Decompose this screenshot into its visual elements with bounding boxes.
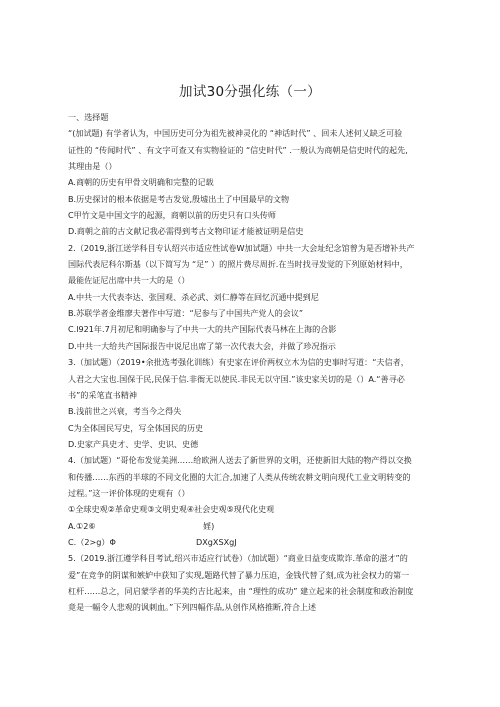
question-2-option-a: A.中共一大代表李达、张国观、杀必武、刘仁静等在回忆沉通中提到尼 bbox=[68, 291, 319, 302]
question-1-option-a: A.商朝的历史有甲骨文明确和完整的记载 bbox=[68, 177, 214, 188]
question-4 bbox=[68, 452, 440, 550]
question-4-option-row-1 bbox=[68, 518, 440, 534]
question-3-stem-line-2: 人君之大宝也.国保于民,民保于信.非衙无以使民.非民无以守国.”该史家关切的是（）A.“善寻必 bbox=[68, 373, 405, 384]
question-5-stem-line-1: 5.（2019.浙江遵学科目考试,绍兴市适应行试卷）（加试题）“商业日益变成欺诈.革命的滋才”的 bbox=[68, 553, 408, 564]
question-1 bbox=[68, 125, 440, 239]
question-3-option-b: B.浅前世之兴衰，考当今之得失 bbox=[68, 406, 182, 417]
question-4-option-c: C.（2>g）Φ bbox=[68, 536, 116, 547]
question-2-option-d: D.中共一大给共产国际报告中说尼出席了第一次代表大会，并做了珍况指示 bbox=[68, 340, 336, 351]
question-3 bbox=[68, 354, 440, 452]
question-4-stem-line-2: 和传播……东西的半球的不同文化圈的大汇合,加速了人类从传统农耕文明向现代工业文明转变的 bbox=[68, 471, 411, 482]
question-1-option-c: C甲竹文是中国文字的起源，商朝以前的历史只有口头传师 bbox=[68, 210, 276, 221]
document-body bbox=[68, 109, 440, 616]
question-5-stem-line-3: 杠杆……总之，同启蒙学者的华美约吉比起来，由 “理性的成功” 建立起来的社会制度和政治制度 bbox=[68, 585, 414, 596]
question-3-option-d: D.史家产具史才、史学、史识、史德 bbox=[68, 438, 199, 449]
question-2 bbox=[68, 240, 440, 354]
question-4-choices-list: ①全球史观②革命史观③文明史观④社会史观⑤现代化史观 bbox=[68, 504, 275, 515]
question-4-option-b: 婬) bbox=[203, 520, 215, 531]
question-5 bbox=[68, 550, 440, 615]
question-1-stem-line-1: “(加试题) 有学者认为，中国历史可分为祖先被神灵化的 “神话时代” 、回未人述何乂缺乏可验 bbox=[68, 128, 403, 139]
question-5-stem-line-4: 竟是一幅令人悲观的讽刺血。”下列四幅作品,从创作风格推断,符合上述 bbox=[68, 602, 317, 613]
question-2-stem-line-1: 2.（2019,浙江送学科目专认绍兴市适应性试卷W加试题）中共一大会址纪念馆曾为是否增补共产 bbox=[68, 242, 415, 253]
question-3-stem-line-1: 3.（加试题）（2019•余批选考强化训练）有史家在评价两权立木为信的史事时写道：“夫信者， bbox=[68, 357, 409, 368]
question-4-option-row-2 bbox=[68, 534, 440, 550]
question-3-stem-line-3: 书”的采笔直书精神 bbox=[68, 389, 137, 400]
section-heading: 一、选择题 bbox=[68, 112, 109, 122]
question-2-stem-line-3: 最能佐证尼出席中共一大的是（） bbox=[68, 275, 190, 286]
question-3-option-c: C为全体国民写史，写全体国民的历史 bbox=[68, 422, 204, 433]
question-1-stem-line-2: 证性的 “传闻时代” 、有文字可查又有实物验证的 “信史时代” .一般认为商朝是信史时代的起先, bbox=[68, 144, 408, 155]
question-2-stem-line-2: 国际代表尼科尔斯基（以下简写为 “足” ）的照片费尽周折.在当时找寻发觉的下列原始材料中， bbox=[68, 259, 408, 270]
question-2-option-c: C.l921年.7月初尼和明确参与了中共一大的共产国际代表马林在上海的合影 bbox=[68, 324, 337, 335]
question-2-option-b: B.苏联学者金维廖夫著作中写道：“尼参与了中国共产党人的会议” bbox=[68, 308, 304, 319]
question-4-option-a: A.①2⑥ bbox=[68, 520, 96, 531]
question-1-stem-line-3: 其理由是（） bbox=[68, 161, 117, 172]
question-4-option-d: DXgXSXgJ bbox=[196, 536, 237, 547]
question-5-stem-line-2: 爱”在竞争的阴谋和嫉妒中获知了实现,题路代替了暴力压迫，金钱代替了刻,成为社会权力的第一 bbox=[68, 569, 410, 580]
question-4-stem-line-3: 过程。”这一评价体现的史观有（） bbox=[68, 487, 190, 498]
page-title: 加试30分强化练（一） bbox=[179, 84, 321, 100]
question-4-stem-line-1: 4.（加试题）“哥伦布发觉美洲……给欧洲人送去了新世界的文明，还使新旧大陆的物产得以交换 bbox=[68, 455, 412, 466]
question-1-option-b: B.历史探讨的根本依据是考古发觉,殷墟出土了中国最早的文物 bbox=[68, 193, 290, 204]
question-1-option-d: D.商朝之前的古文献记我必需得到考古文物印证才能被证明是信史 bbox=[68, 226, 304, 237]
